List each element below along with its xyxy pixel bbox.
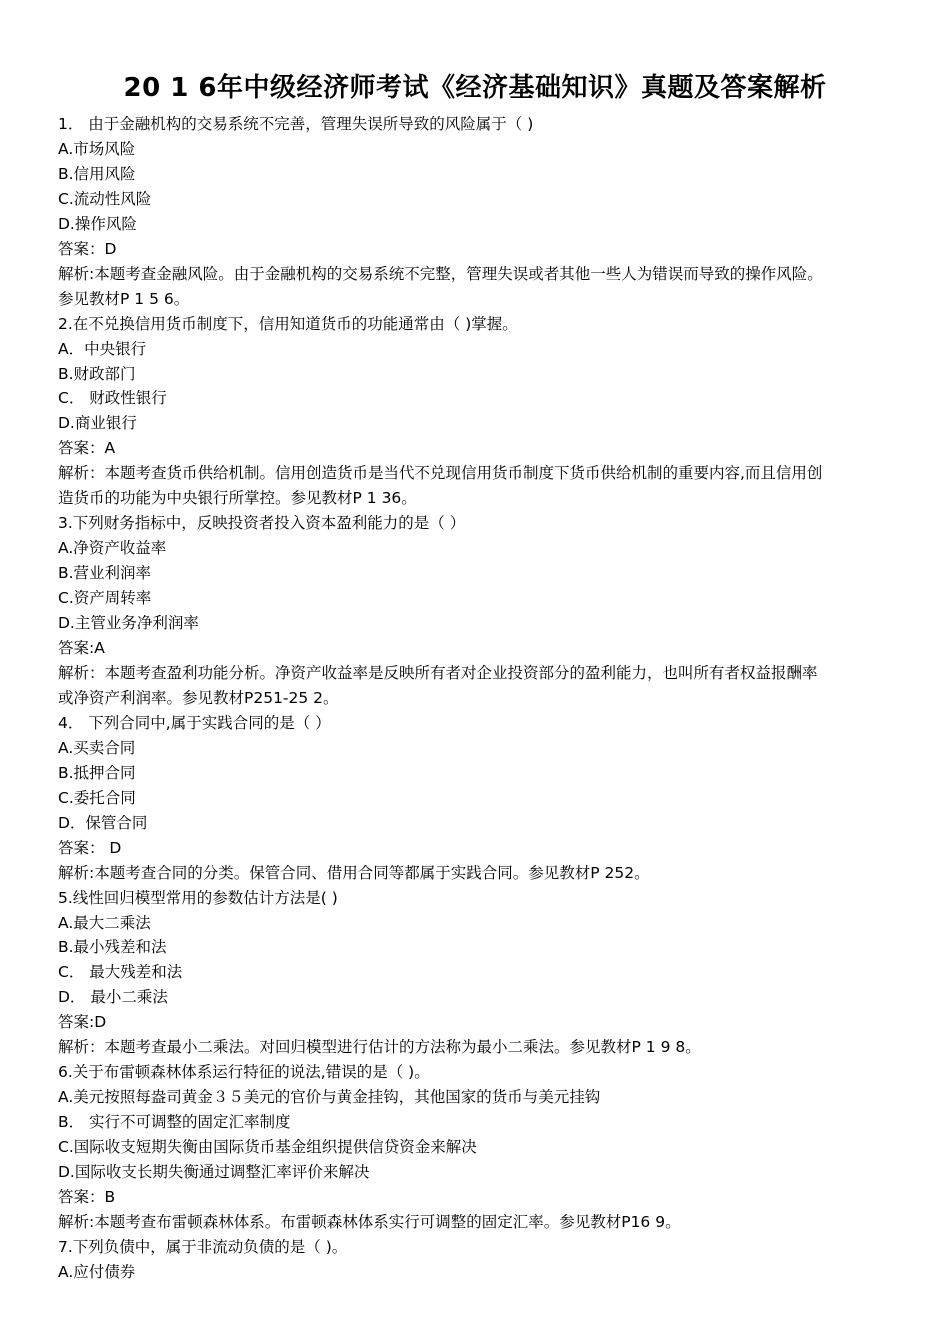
q4-explanation: 解析:本题考查合同的分类。保管合同、借用合同等都属于实践合同。参见教材P 252。 [58, 863, 650, 882]
q4-option-d: D．保管合同 [58, 813, 148, 832]
q2-explanation: 解析：本题考查货币供给机制。信用创造货币是当代不兑现信用货币制度下货币供给机制的重要内容,而且信用创 [58, 464, 823, 483]
q2-option-a: A．中央银行 [58, 339, 147, 358]
q6-option-b: B． 实行不可调整的固定汇率制度 [58, 1113, 291, 1132]
q5-explanation: 解析：本题考查最小二乘法。对回归模型进行估计的方法称为最小二乘法。参见教材P 1 9 8。 [58, 1038, 701, 1057]
q7-stem: 7.下列负债中，属于非流动负债的是（ )。 [58, 1237, 348, 1256]
q1-explanation-ref: 参见教材P 1 5 6。 [58, 289, 190, 308]
q4-stem: 4． 下列合同中,属于实践合同的是（ ） [58, 713, 331, 732]
q3-answer: 答案:A [58, 639, 105, 658]
q4-option-a: A.买卖合同 [58, 738, 136, 757]
q1-explanation: 解析:本题考查金融风险。由于金融机构的交易系统不完整，管理失误或者其他一些人为错误而导致的操作风险。 [58, 264, 823, 283]
q6-explanation: 解析:本题考查布雷顿森林体系。布雷顿森林体系实行可调整的固定汇率。参见教材P16 9。 [58, 1212, 681, 1231]
q4-option-c: C.委托合同 [58, 788, 136, 807]
q5-option-b: B.最小残差和法 [58, 938, 167, 957]
q2-explanation-ref: 造货币的功能为中央银行所掌控。参见教材P 1 36。 [58, 489, 417, 508]
q3-explanation: 解析：本题考查盈利功能分析。净资产收益率是反映所有者对企业投资部分的盈利能力，也叫所有者权益报酬率 [58, 663, 818, 682]
q6-stem: 6.关于布雷顿森林体系运行特征的说法,错误的是（ )。 [58, 1063, 430, 1082]
q3-option-d: D.主管业务净利润率 [58, 614, 199, 633]
q6-answer: 答案：B [58, 1187, 116, 1206]
q1-answer: 答案：D [58, 239, 117, 258]
q5-option-c: C． 最大残差和法 [58, 963, 183, 982]
q2-stem: 2.在不兑换信用货币制度下，信用知道货币的功能通常由（ )掌握。 [58, 314, 518, 333]
q1-option-c: C.流动性风险 [58, 189, 152, 208]
q3-explanation-ref: 或净资产利润率。参见教材P251-25 2。 [58, 688, 339, 707]
q1-option-b: B.信用风险 [58, 164, 136, 183]
q6-option-d: D.国际收支长期失衡通过调整汇率评价来解决 [58, 1163, 370, 1182]
q2-option-d: D.商业银行 [58, 414, 137, 433]
q2-option-c: C． 财政性银行 [58, 389, 167, 408]
q6-option-a: A.美元按照每盎司黄金３５美元的官价与黄金挂钩，其他国家的货币与美元挂钩 [58, 1088, 601, 1107]
q2-option-b: B.财政部门 [58, 364, 136, 383]
q3-option-a: A.净资产收益率 [58, 539, 167, 558]
q5-stem: 5.线性回归模型常用的参数估计方法是( ) [58, 888, 338, 907]
q5-option-a: A.最大二乘法 [58, 913, 151, 932]
q2-answer: 答案：A [58, 439, 116, 458]
q3-option-c: C.资产周转率 [58, 589, 152, 608]
q1-option-d: D.操作风险 [58, 214, 137, 233]
q3-stem: 3.下列财务指标中，反映投资者投入资本盈利能力的是（ ） [58, 514, 466, 533]
q3-option-b: B.营业利润率 [58, 564, 152, 583]
q5-answer: 答案:D [58, 1013, 107, 1032]
document-body [58, 112, 888, 1285]
q5-option-d: D． 最小二乘法 [58, 988, 168, 1007]
q4-option-b: B.抵押合同 [58, 763, 136, 782]
q1-option-a: A.市场风险 [58, 139, 136, 158]
document-title: 20 1 6年中级经济师考试《经济基础知识》真题及答案解析 [123, 73, 827, 103]
q6-option-c: C.国际收支短期失衡由国际货币基金组织提供信贷资金来解决 [58, 1138, 477, 1157]
q1-stem: 1． 由于金融机构的交易系统不完善，管理失误所导致的风险属于（ ) [58, 115, 534, 133]
q4-answer: 答案： D [58, 838, 122, 857]
q7-option-a: A.应付债券 [58, 1262, 136, 1281]
